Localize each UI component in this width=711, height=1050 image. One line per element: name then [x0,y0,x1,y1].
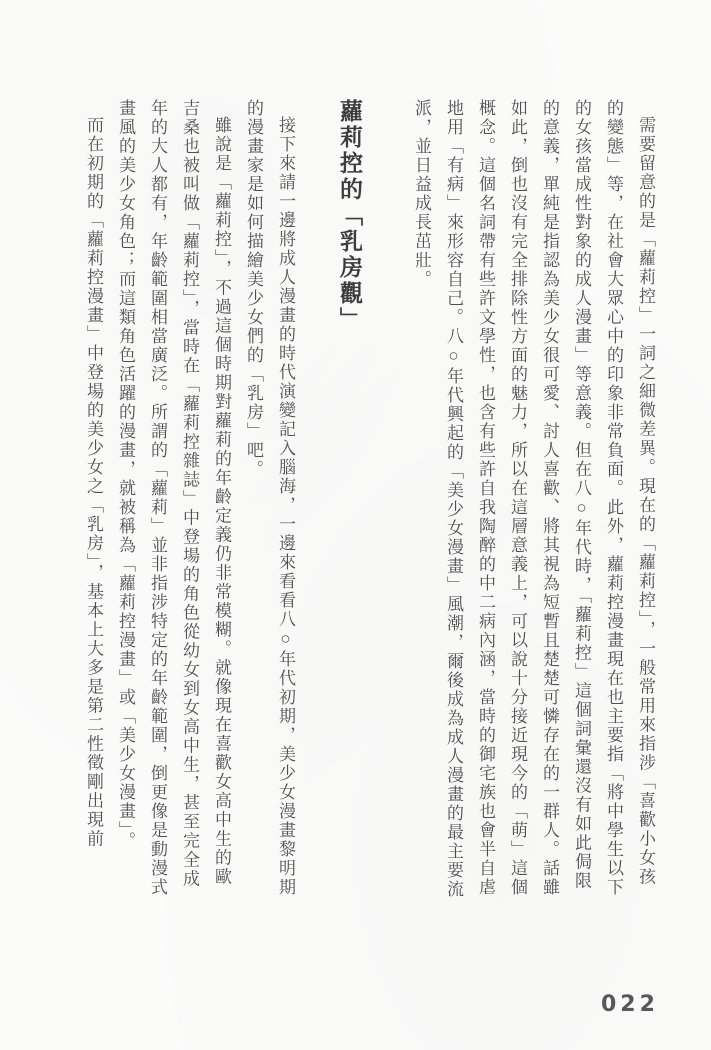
section-heading-breast-view: 蘿莉控的「乳房觀」 [337,99,362,333]
paragraph-lolicon-term-nuance: 需要留意的是「蘿莉控」一詞之細微差異。現在的「蘿莉控」，一般常用來指涉「喜歡小女孩的變態」等，在社會大眾心中的印象非常負面。此外，蘿莉控漫畫現在也主要指「將中學生以下的女孩當成性對象的成人漫畫」等意義。但在八○年代時，「蘿莉控」這個詞彙還沒有如此侷限的意義，單純是指認為美少女很可愛、討人喜歡、將其視為短暫且楚楚可憐存在的一群人。話雖如此，倒也沒有完全排除性方面的魅力，所以在這層意義上，可以說十分接近現今的「萌」這個概念。這個名詞帶有些許文學性，也含有些許自我陶醉的中二病內涵，當時的御宅族也會半自虐地用「有病」來形容自己。八○年代興起的「美少女漫畫」風潮，爾後成為成人漫畫的最主要流派，並日益成長茁壯。 [412,99,655,899]
paragraph-loli-age-definition: 雖說是「蘿莉控」，不過這個時期對蘿莉的年齡定義仍非常模糊。就像現在喜歡女高中生的歐吉桑也被叫做「蘿莉控」，當時在「蘿莉控雜誌」中登場的角色從幼女到女高中生，甚至完全成年的大人都有，年齡範圍相當廣泛。所謂的「蘿莉」並非指涉特定的年齡範圍，倒更像是動漫式畫風的美少女角色；而這類角色活躍的漫畫，就被稱為「蘿莉控漫畫」或「美少女漫畫」。 [116,99,231,897]
paragraph-early-lolicon-manga: 而在初期的「蘿莉控漫畫」中登場的美少女之「乳房」，基本上大多是第二性徵剛出現前 [84,116,103,849]
vertical-text-block [77,99,661,899]
paragraph-intro-era-overview: 接下來請一邊將成人漫畫的時代演變記入腦海，一邊來看看八○年代初期，美少女漫畫黎明期的漫畫家是如何描繪美少女們的「乳房」吧。 [244,99,295,897]
page-number: 022 [601,992,659,1017]
